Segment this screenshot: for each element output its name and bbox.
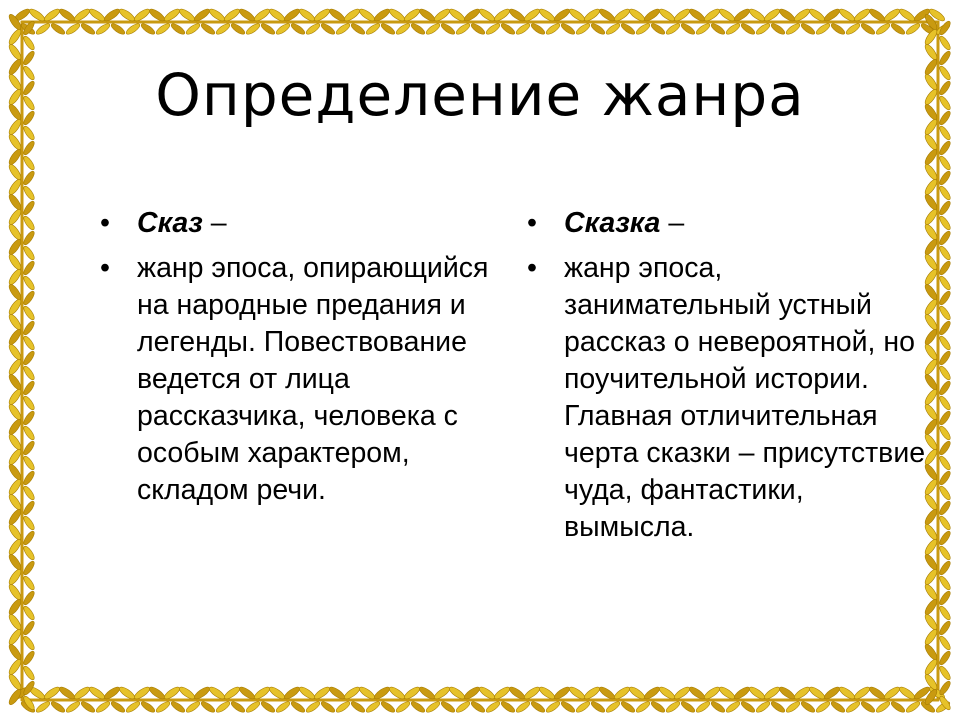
- bullet: •: [527, 207, 537, 239]
- right-definition: жанр эпоса, занимательный устный рассказ о невероятной, но поучительной истории. Главная отличительная черта сказки – присутствие чуда, фантастики, вымысла.: [564, 252, 926, 543]
- left-definition-item: [100, 250, 510, 509]
- left-term-dash: –: [202, 207, 227, 239]
- right-definition-item: [527, 250, 927, 546]
- bullet: •: [100, 252, 110, 284]
- bullet: •: [527, 252, 537, 284]
- right-term-item: [527, 205, 927, 242]
- bullet: •: [100, 207, 110, 239]
- left-term: Сказ: [137, 207, 203, 239]
- slide-title: Определение жанра: [155, 61, 805, 129]
- left-term-item: [100, 205, 510, 242]
- right-term-dash: –: [660, 207, 685, 239]
- left-column: [100, 205, 510, 517]
- right-term: Сказка: [564, 207, 661, 239]
- left-definition: жанр эпоса, опирающийся на народные предания и легенды. Повествование ведется от лица рассказчика, человека с особым характером, складом речи.: [137, 252, 489, 506]
- right-column: [527, 205, 927, 554]
